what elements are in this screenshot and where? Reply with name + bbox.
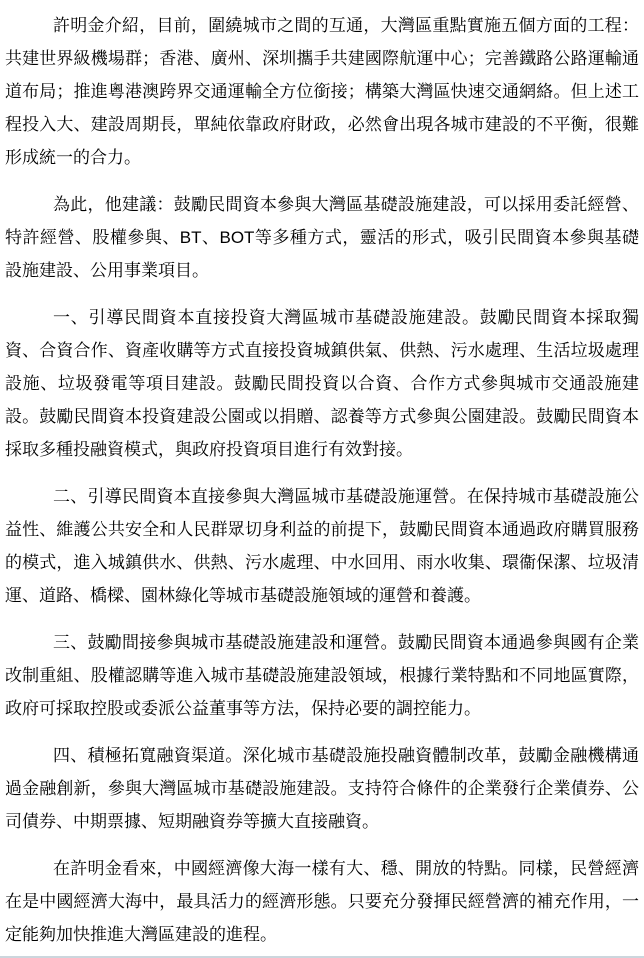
paragraph-point-3: 三、鼓勵間接參與城市基礎設施建設和運營。鼓勵民間資本通過參與國有企業改制重組、股權認購等進入城市基礎設施建設領域，根據行業特點和不同地區實際，政府可採取控股或委派公益董事等方法，保持必要的調控能力。 xyxy=(5,633,639,718)
paragraph-point-1: 一、引導民間資本直接投資大灣區城市基礎設施建設。鼓勵民間資本採取獨資、合資合作、資產收購等方式直接投資城鎮供氣、供熱、污水處理、生活垃圾處理設施、垃圾發電等項目建設。鼓勵民間投資以合資、合作方式參與城市交通設施建設。鼓勵民間資本投資建設公園或以捐贈、認養等方式參與公園建設。鼓勵民間資本採取多種投融資模式，與政府投資項目進行有效對接。 xyxy=(5,308,639,459)
paragraph-point-2: 二、引導民間資本直接參與大灣區城市基礎設施運營。在保持城市基礎設施公益性、維護公共安全和人民群眾切身利益的前提下，鼓勵民間資本通過政府購買服務的模式，進入城鎮供水、供熱、污水處理、中水回用、雨水收集、環衞保潔、垃圾清運、道路、橋樑、園林綠化等城市基礎設施領域的運營和養護。 xyxy=(5,487,639,605)
paragraph-suggestion: 為此，他建議：鼓勵民間資本參與大灣區基礎設施建設，可以採用委託經營、特許經營、股權參與、BT、BOT等多種方式，靈活的形式，吸引民間資本參與基礎設施建設、公用事業項目。 xyxy=(5,195,639,280)
paragraph-closing: 在許明金看來，中國經濟像大海一樣有大、穩、開放的特點。同樣，民營經濟在是中國經濟大海中，最具活力的經濟形態。只要充分發揮民經營濟的補充作用，一定能夠加快推進大灣區建設的進程。 xyxy=(5,859,639,944)
paragraph-point-4: 四、積極拓寬融資渠道。深化城市基礎設施投融資體制改革，鼓勵金融機構通過金融創新，參與大灣區城市基礎設施建設。支持符合條件的企業發行企業債券、公司債券、中期票據、短期融資券等擴大直接融資。 xyxy=(5,746,639,831)
paragraph-intro-projects: 許明金介紹，目前，圍繞城市之間的互通，大灣區重點實施五個方面的工程：共建世界級機場群；香港、廣州、深圳攜手共建國際航運中心；完善鐵路公路運輸通道布局；推進粵港澳跨界交通運輸全方位銜接；構築大灣區快速交通網絡。但上述工程投入大、建設周期長，單純依靠政府財政，必然會出現各城市建設的不平衡，很難形成統一的合力。 xyxy=(5,16,639,167)
